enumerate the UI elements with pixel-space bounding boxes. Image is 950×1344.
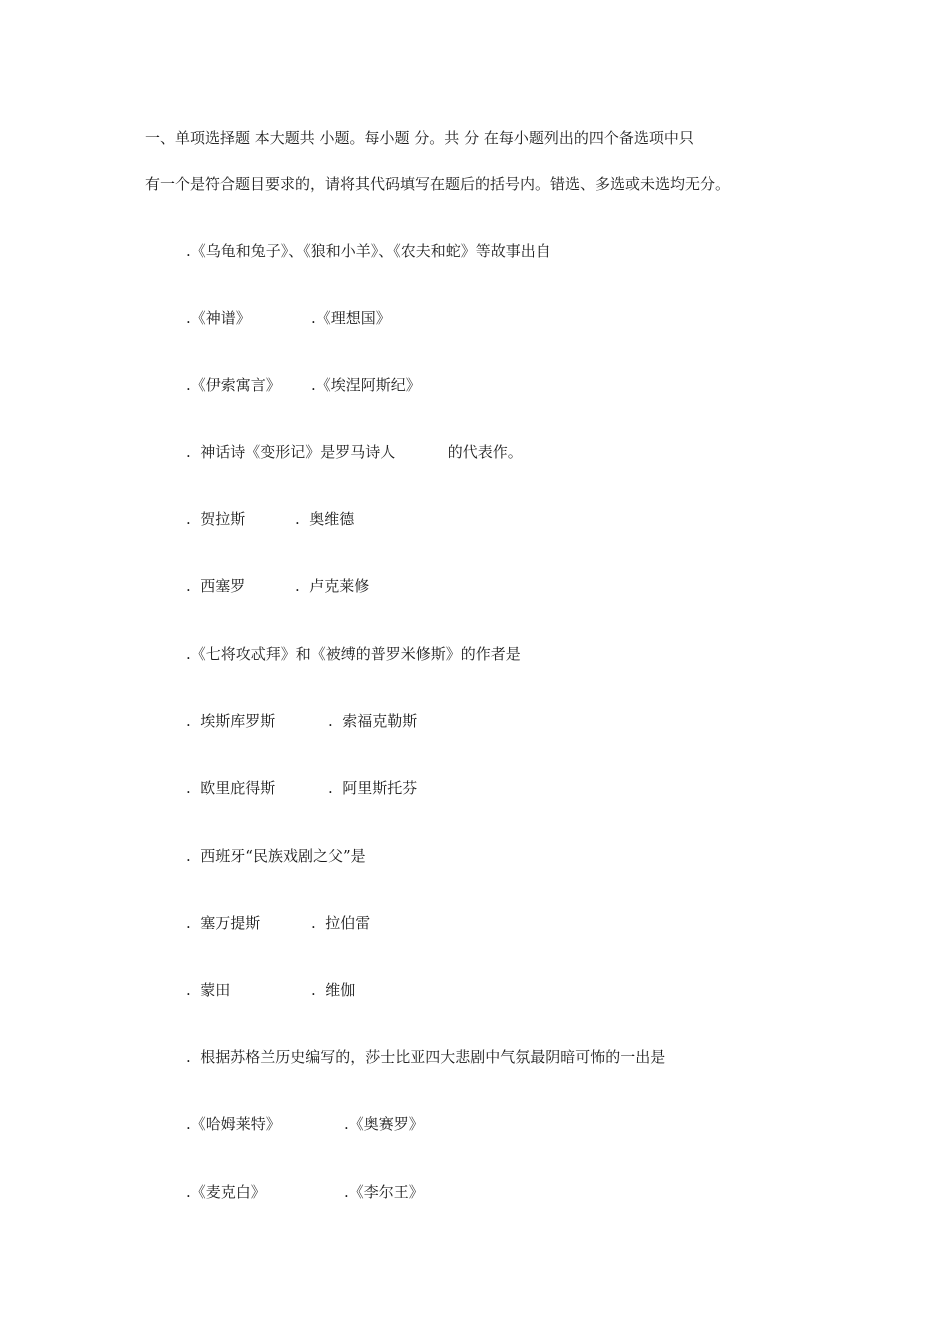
question-3-stem: .《七将攻忒拜》和《被缚的普罗米修斯》的作者是 xyxy=(186,645,521,663)
question-5-option-d: .《李尔王》 xyxy=(344,1183,424,1201)
question-1-option-a: .《神谱》 xyxy=(186,309,251,327)
question-4-stem: . 西班牙“民族戏剧之父”是 xyxy=(186,847,366,865)
section-instructions-line-2: 有一个是符合题目要求的，请将其代码填写在题后的括号内。错选、多选或未选均无分。 xyxy=(145,175,731,193)
question-5-option-b: .《奥赛罗》 xyxy=(344,1115,424,1133)
question-2-option-a: . 贺拉斯 xyxy=(186,510,246,528)
question-3-option-c: . 欧里庇得斯 xyxy=(186,779,276,797)
question-1-option-d: .《埃涅阿斯纪》 xyxy=(311,376,421,394)
question-1-option-b: .《理想国》 xyxy=(311,309,391,327)
question-2-option-b: . 奥维德 xyxy=(295,510,355,528)
question-3-option-b: . 索福克勒斯 xyxy=(328,712,418,730)
question-4-option-d: . 维伽 xyxy=(311,981,356,999)
question-5-option-c: .《麦克白》 xyxy=(186,1183,266,1201)
question-2-stem: . 神话诗《变形记》是罗马诗人 的代表作。 xyxy=(186,443,523,461)
question-5-option-a: .《哈姆莱特》 xyxy=(186,1115,281,1133)
question-4-option-c: . 蒙田 xyxy=(186,981,231,999)
question-3-option-a: . 埃斯库罗斯 xyxy=(186,712,276,730)
question-2-option-c: . 西塞罗 xyxy=(186,577,246,595)
section-instructions-line-1: 一、单项选择题 本大题共 小题。每小题 分。共 分 在每小题列出的四个备选项中只 xyxy=(145,129,694,147)
question-1-stem: .《乌龟和兔子》、《狼和小羊》、《农夫和蛇》等故事出自 xyxy=(186,242,551,260)
question-4-option-b: . 拉伯雷 xyxy=(311,914,371,932)
question-1-option-c: .《伊索寓言》 xyxy=(186,376,281,394)
question-4-option-a: . 塞万提斯 xyxy=(186,914,261,932)
question-3-option-d: . 阿里斯托芬 xyxy=(328,779,418,797)
question-5-stem: . 根据苏格兰历史编写的，莎士比亚四大悲剧中气氛最阴暗可怖的一出是 xyxy=(186,1048,666,1066)
question-2-option-d: . 卢克莱修 xyxy=(295,577,370,595)
